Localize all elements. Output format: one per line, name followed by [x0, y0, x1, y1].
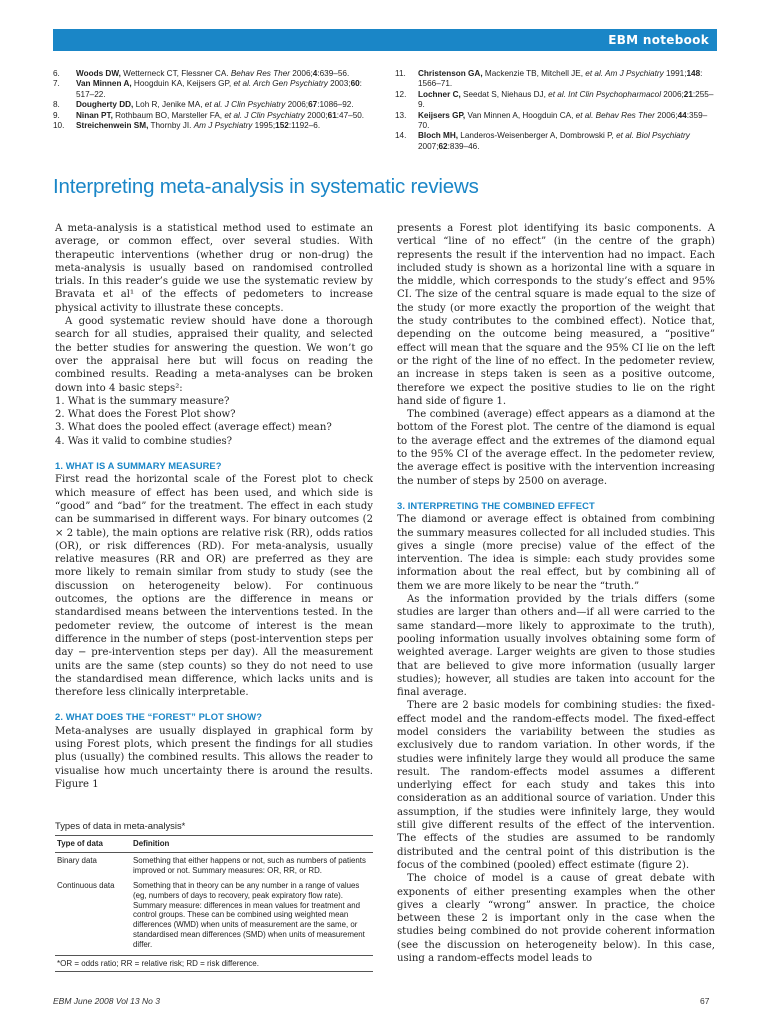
page-number: 67 — [700, 996, 710, 1006]
table-title: Types of data in meta-analysis* — [55, 820, 186, 831]
section-heading: 1. WHAT IS A SUMMARY MEASURE? — [55, 460, 222, 472]
body-paragraph: The diamond or average effect is obtained from combining the summary measures collected for all included studies. This gives a single (more precise) value of the effect of the intervention. The idea is simple: each study provides some information about the real effect, but by combining all of them we are more likely to be near the “truth.” — [397, 514, 715, 592]
right-column — [397, 222, 715, 965]
reference-item: 11. Christenson GA, Mackenzie TB, Mitchell JE, et al. Am J Psychiatry 1991;148: 1566–71. — [395, 69, 703, 89]
reference-item: 12. Lochner C, Seedat S, Niehaus DJ, et al. Int Clin Psychopharmacol 2006;21:255–9. — [395, 89, 714, 110]
step-item: 2. What does the Forest Plot show? — [55, 409, 236, 421]
body-paragraph: The choice of model is a cause of great debate with exponents of either presenting examples when the other gives a clearly “wrong” answer. In practice, the choice between these 2 is important only in the case when the studies being combined do not provide coherent information (see the discussion on heterogeneity below). In this case, using a random-effects model leads to — [397, 873, 715, 965]
intro-paragraph: A good systematic review should have done a thorough search for all studies, appraised their quality, and selected the better studies for answering the question. We won’t go over the appraisal here but will focus on reading the combined results. Reading a meta-analyses can be broken down into 4 basic steps²: — [55, 316, 373, 394]
table-header: Definition — [131, 836, 373, 853]
section-heading: 2. WHAT DOES THE “FOREST” PLOT SHOW? — [55, 711, 263, 723]
steps-list — [55, 395, 373, 448]
data-types-table — [55, 820, 373, 972]
section-heading: 3. INTERPRETING THE COMBINED EFFECT — [397, 499, 595, 511]
body-paragraph: Meta-analyses are usually displayed in graphical form by using Forest plots, which present the findings for all studies plus (usually) the combined results. This allows the reader to visualise how much uncertainty there is around the results. Figure 1 — [55, 725, 373, 790]
body-paragraph: presents a Forest plot identifying its basic components. A vertical “line of no effect” (in the centre of the graph) represents the result if the intervention had no impact. Each included study is shown as a horizontal line with a square in the middle, which corresponds to the study’s effect and 95% CI. The size of the central square is made equal to the size of the study (or more exactly the proportion of the weight that the study contributes to the combined effect). Notice that, depending on the outcome being measured, a “positive” effect will mean that the square and the 95% CI lie on the left or the right of the line of no effect. In the pedometer review, an increase in steps taken is seen as a positive outcome, therefore we expect the positive studies to lie on the right hand side of figure 1. — [397, 223, 715, 407]
reference-item: 10. Streichenwein SM, Thornby JI. Am J Psychiatry 1995;152:1192–6. — [53, 121, 321, 131]
step-item: 1. What is the summary measure? — [55, 395, 230, 407]
reference-item: 9. Ninan PT, Rothbaum BO, Marsteller FA, et al. J Clin Psychiatry 2000;61:47–50. — [53, 110, 365, 120]
body-paragraph: First read the horizontal scale of the Forest plot to check which measure of effect has been used, and which side is “good” and “bad” for the treatment. The effect in each study can be summarised in different ways. For binary outcomes (2 × 2 table), the main options are relative risk (RR), odds ratios (OR), or risk differences (RD). For meta-analysis, usually relative measures (RR and OR) are preferred as they are more likely to remain similar from study to study (see the discussion on heterogeneity below). For continuous outcomes, the options are the difference in means or standardised means between the interventions tested. In the pedometer review, the outcome of interest is the mean difference in the number of steps (post-intervention steps per day − pre-intervention steps per day). All the measurement units are the same (step counts) so they do not need to use the standardised mean difference, which lacks units and is therefore less clinically interpretable. — [55, 474, 373, 699]
reference-list-left — [53, 69, 373, 131]
left-column — [55, 222, 373, 791]
body-paragraph: The combined (average) effect appears as a diamond at the bottom of the Forest plot. The centre of the diamond is equal to the average effect and the extremes of the diamond equal to the 95% CI of the average effect. In the pedometer review, the average effect is positive with the intervention increasing the number of steps by 2500 on average. — [397, 409, 715, 487]
reference-item: 13. Keijsers GP, Van Minnen A, Hoogduin CA, et al. Behav Res Ther 2006;44:359–70. — [395, 110, 708, 131]
table-row — [55, 852, 373, 877]
reference-item: 8. Dougherty DD, Loh R, Jenike MA, et al. J Clin Psychiatry 2006;67:1086–92. — [53, 100, 354, 110]
reference-item: 7. Van Minnen A, Hoogduin KA, Keijsers GP, et al. Arch Gen Psychiatry 2003;60: 517–22. — [53, 79, 362, 99]
table-header: Type of data — [55, 836, 131, 853]
table-cell: Continuous data — [57, 880, 115, 890]
body-paragraph: As the information provided by the trials differs (some studies are larger than others and—if all were carried to the same standard—more likely to approximate to the truth), pooling information usually involves obtaining some form of weighted average. Larger weights are given to those studies that are believed to give more information (usually larger studies); however, all studies are taken into account for the final average. — [397, 594, 715, 699]
reference-item: 6. Woods DW, Wetterneck CT, Flessner CA. Behav Res Ther 2006;4:639–56. — [53, 69, 350, 78]
article-title: Interpreting meta-analysis in systematic reviews — [53, 175, 479, 198]
journal-footer: EBM June 2008 Vol 13 No 3 — [53, 996, 160, 1006]
reference-item: 14. Bloch MH, Landeros-Weisenberger A, Dombrowski P, et al. Biol Psychiatry 2007;62:839–46. — [395, 131, 690, 151]
intro-paragraph: A meta-analysis is a statistical method used to estimate an average, or common effect, over several studies. With therapeutic interventions (whether drug or non-drug) the meta-analysis is usually based on randomised controlled trials. In this reader’s guide we use the systematic review by Bravata et al¹ of the effects of pedometers to increase physical activity to illustrate these concepts. — [55, 223, 373, 314]
table-cell: Something that either happens or not, such as numbers of patients improved or not. Summary measures: OR, RR, or RD. — [133, 855, 366, 875]
table-footnote: *OR = odds ratio; RR = relative risk; RD = risk difference. — [55, 955, 373, 972]
table-cell: Something that in theory can be any number in a range of values (eg, numbers of days to recovery, peak expiratory flow rate). Summary measure: differences in mean values for treatment and control groups. These can be combined using weighted mean differences (WMD) when units of measurement are the same, or standardised mean differences (SMD) when units of measurement differ. — [133, 880, 365, 950]
step-item: 4. Was it valid to combine studies? — [55, 435, 233, 447]
table-cell: Binary data — [57, 855, 97, 865]
step-item: 3. What does the pooled effect (average effect) mean? — [55, 422, 332, 434]
table-row — [55, 878, 373, 952]
body-paragraph: There are 2 basic models for combining studies: the fixed-effect model and the random-effects model. The fixed-effect model considers the variability between the studies as exclusively due to random variation. In other words, if the studies were infinitely large they would all produce the same result. The random-effects model assumes a different underlying effect for each study and takes this into consideration as an additional source of variation. Under this assumption, if the studies were infinitely large, they would still give different results of the effect of the intervention. The effects of the studies are assumed to be randomly distributed and the central point of this distribution is the focus of the combined (pooled) effect estimate (figure 2). — [397, 700, 715, 871]
section-banner: EBM notebook — [53, 29, 717, 51]
reference-list-right — [395, 69, 715, 152]
